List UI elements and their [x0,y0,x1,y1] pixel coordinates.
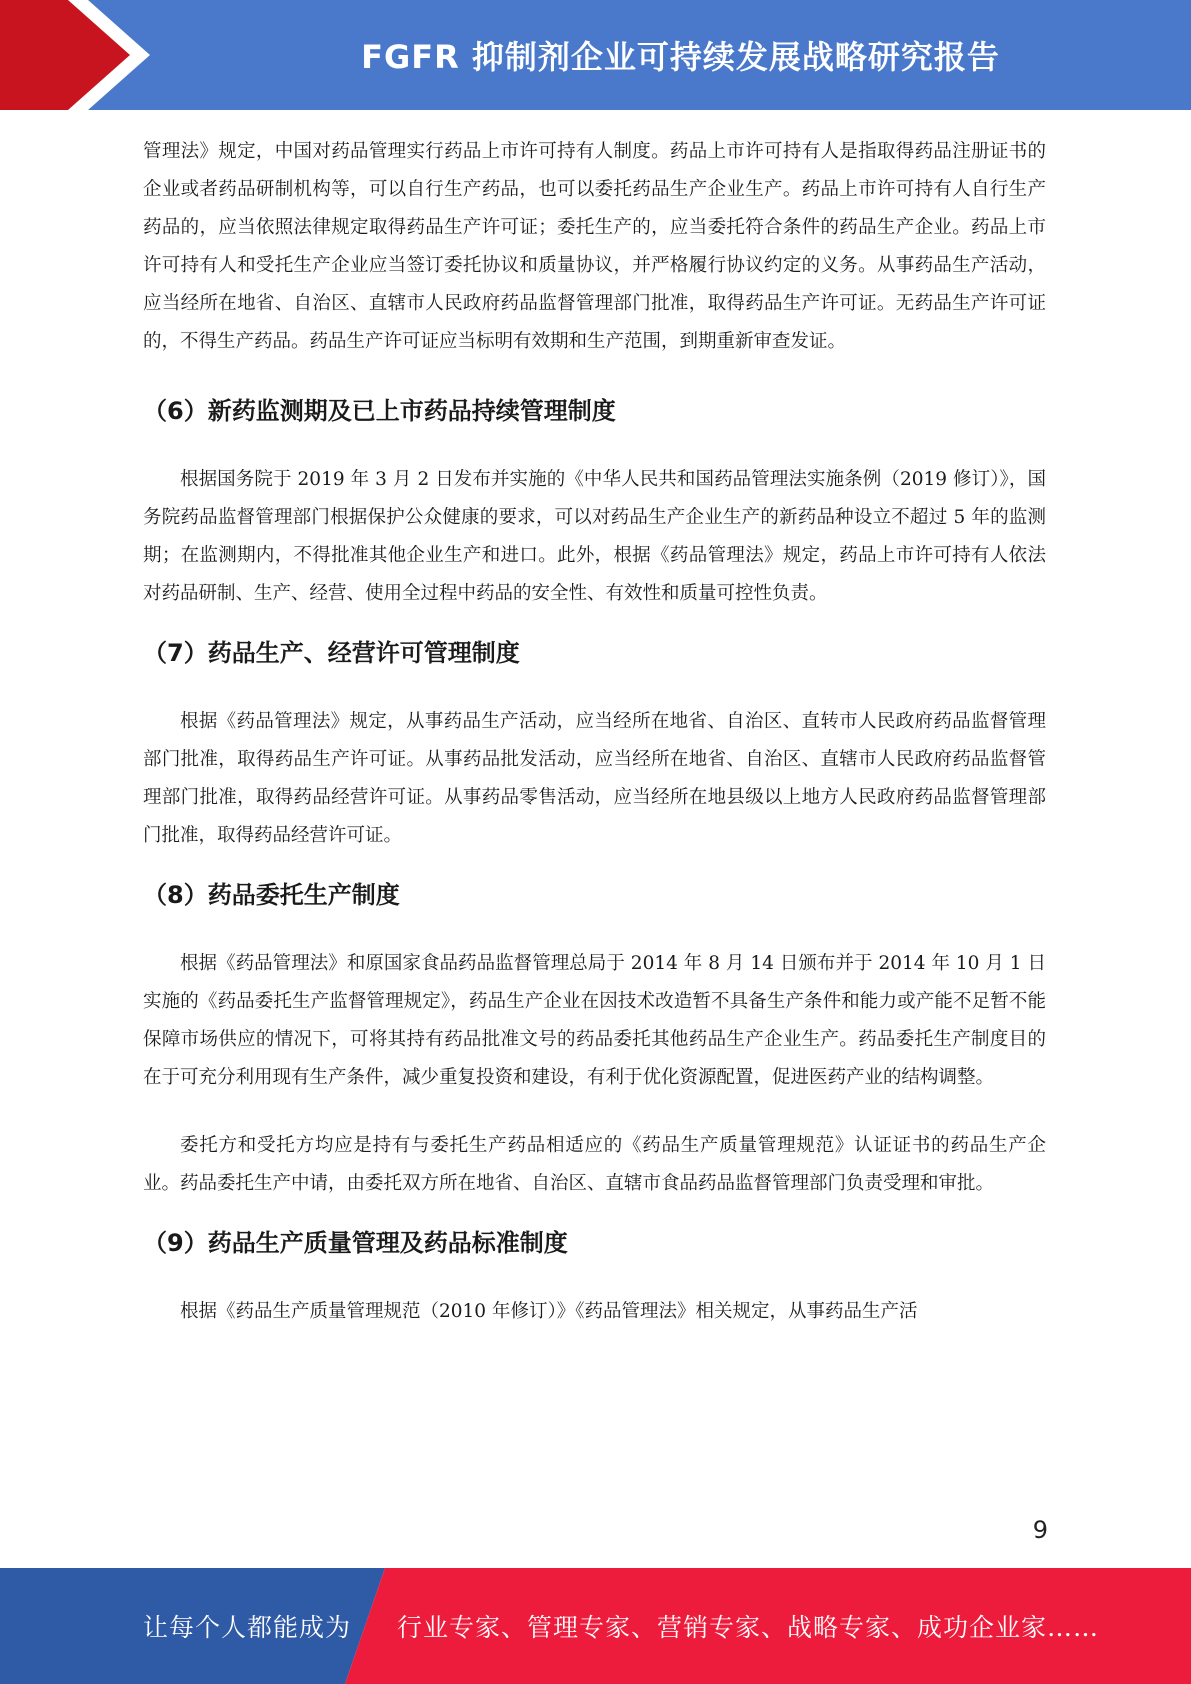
section-heading-6: （6）新药监测期及已上市药品持续管理制度 [143,397,616,425]
paragraph-section-6: 根据国务院于 2019 年 3 月 2 日发布并实施的《中华人民共和国药品管理法实施条例（2019 修订）》，国务院药品监督管理部门根据保护公众健康的要求，可以对药品生产企业生产的新药品种设立不超过 5 年的监测期；在监测期内，不得批准其他企业生产和进口。此外，根据《药品管理法》规定，药品上市许可持有人依法对药品研制、生产、经营、使用全过程中药品的安全性、有效性和质量可控性负责。 [143,469,1046,604]
footer-slogan-left: 让每个人都能成为 [143,1613,352,1642]
paragraph-section-8a: 根据《药品管理法》和原国家食品药品监督管理总局于 2014 年 8 月 14 日颁布并于 2014 年 10 月 1 日实施的《药品委托生产监督管理规定》，药品生产企业在因技术改造暂不具备生产条件和能力或产能不足暂不能保障市场供应的情况下，可将其持有药品批准文号的药品委托其他药品生产企业生产。药品委托生产制度目的在于可充分利用现有生产条件，减少重复投资和建设，有利于优化资源配置，促进医药产业的结构调整。 [143,953,1046,1088]
section-heading-8: （8）药品委托生产制度 [143,881,400,909]
page-number: 9 [1032,1516,1048,1544]
footer-slogan-right: 行业专家、管理专家、营销专家、战略专家、成功企业家…… [397,1613,1100,1642]
section-heading-7: （7）药品生产、经营许可管理制度 [143,639,520,667]
page-footer [0,1568,1191,1684]
report-title: FGFR 抑制剂企业可持续发展战略研究报告 [361,38,1000,76]
paragraph-section-8b: 委托方和受托方均应是持有与委托生产药品相适应的《药品生产质量管理规范》认证证书的药品生产企业。药品委托生产中请，由委托双方所在地省、自治区、直辖市食品药品监督管理部门负责受理和审批。 [143,1135,1046,1194]
section-heading-9: （9）药品生产质量管理及药品标准制度 [143,1229,568,1257]
paragraph-section-9: 根据《药品生产质量管理规范（2010 年修订）》《药品管理法》相关规定，从事药品生产活 [180,1301,918,1322]
paragraph-intro: 管理法》规定，中国对药品管理实行药品上市许可持有人制度。药品上市许可持有人是指取得药品注册证书的企业或者药品研制机构等，可以自行生产药品，也可以委托药品生产企业生产。药品上市许可持有人自行生产药品的，应当依照法律规定取得药品生产许可证；委托生产的，应当委托符合条件的药品生产企业。药品上市许可持有人和受托生产企业应当签订委托协议和质量协议，并严格履行协议约定的义务。从事药品生产活动，应当经所在地省、自治区、直辖市人民政府药品监督管理部门批准，取得药品生产许可证。无药品生产许可证的，不得生产药品。药品生产许可证应当标明有效期和生产范围，到期重新审查发证。 [143,141,1046,352]
document-body [143,133,1046,1331]
paragraph-section-7: 根据《药品管理法》规定，从事药品生产活动，应当经所在地省、自治区、直转市人民政府药品监督管理部门批准，取得药品生产许可证。从事药品批发活动，应当经所在地省、自治区、直辖市人民政府药品监督管理部门批准，取得药品经营许可证。从事药品零售活动，应当经所在地县级以上地方人民政府药品监督管理部门批准，取得药品经营许可证。 [143,711,1046,846]
page-header [0,0,1191,110]
